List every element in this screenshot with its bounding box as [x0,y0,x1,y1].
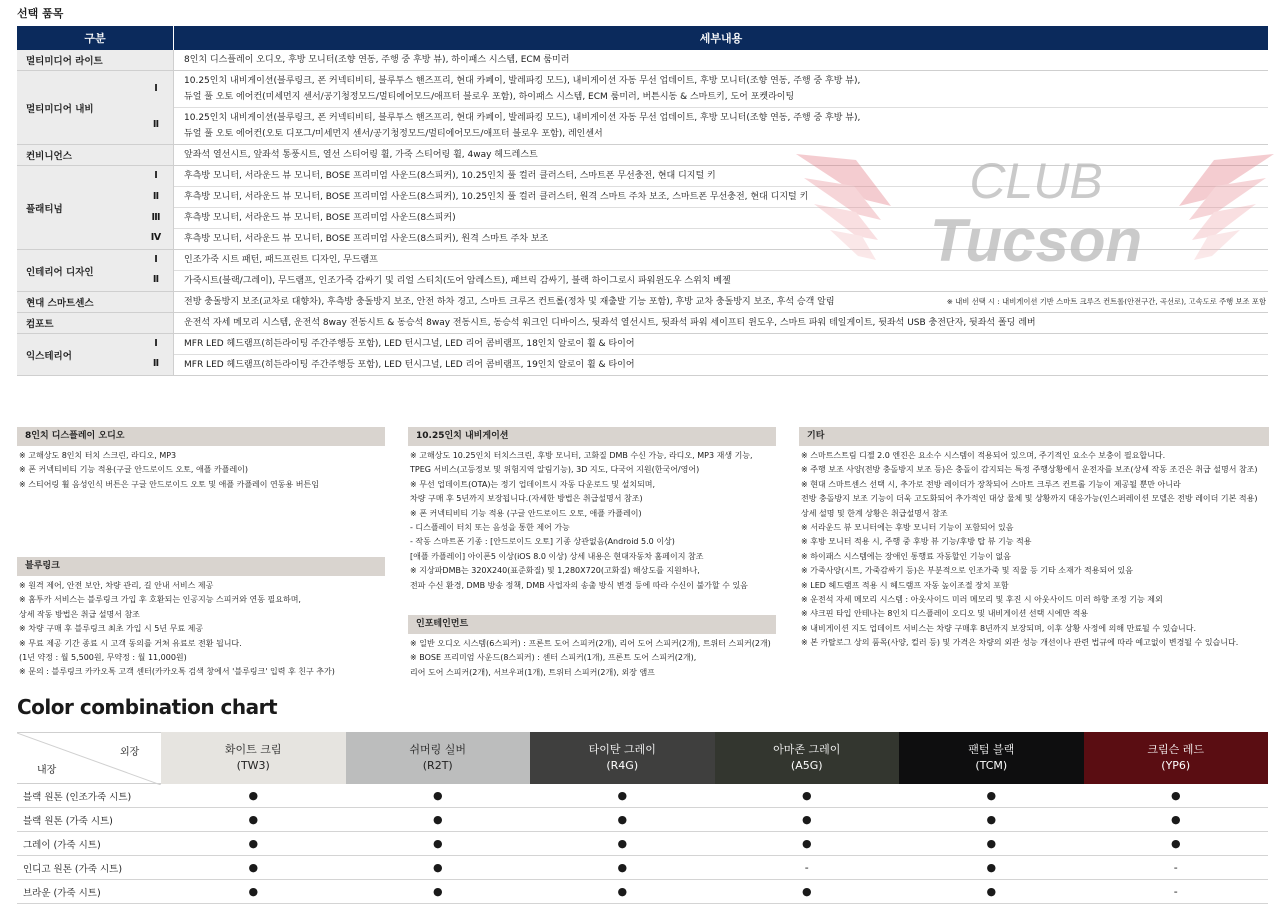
availability-mark: ● [1170,837,1181,850]
availability-mark: ● [801,885,812,898]
option-group-name [17,292,174,312]
info-line: ※ 고해상도 8인치 터치 스크린, 라디오, MP3 [19,451,177,460]
option-row-note: ※ 내비 선택 시 : 내비게이션 기반 스마트 크루즈 컨트롤(안전구간, 곡선로), 고속도로 주행 보조 포함 [946,297,1266,306]
header-category: 구분 [17,26,174,50]
exterior-color-column [530,732,715,784]
option-row-details [174,292,947,312]
option-group-name [17,313,174,333]
color-chart-corner [17,732,161,784]
exterior-color-name: 아마존 그레이 [773,743,841,756]
option-row-details [174,334,1268,354]
option-group [17,50,1268,71]
page-title: 선택 품목 [17,7,64,20]
interior-row [17,856,1268,880]
info-box-8inch-audio [17,427,385,492]
info-box-title: 인포테인먼트 [408,615,776,634]
option-row [174,271,1268,291]
option-sub-level: Ⅱ [152,190,160,202]
option-detail-line: 후측방 모니터, 서라운드 뷰 모니터, BOSE 프리미엄 사운드(8스피커), 10.25인치 풀 컬러 클러스터, 원격 스마트 주차 보조, 스마트폰 무선충전, 현대 디지털 키 [184,192,809,202]
info-line: 상세 작동 방법은 취급 설명서 참조 [19,609,140,619]
option-row [174,334,1268,355]
availability-mark: ● [617,789,628,802]
option-row [174,108,1268,144]
option-group-name [17,71,174,144]
info-line: ※ 스마트스트림 디젤 2.0 엔진은 요소수 시스템이 적용되어 있으며, 주기적인 요소수 보충이 필요합니다. [801,451,1166,460]
color-chart-header [17,732,1268,784]
exterior-color-name: 화이트 크림 [224,743,282,756]
availability-mark: ● [801,837,812,850]
availability-mark: - [1173,885,1178,898]
option-sub-levels [145,166,167,249]
availability-mark: ● [986,813,997,826]
option-group-label: 현대 스마트센스 [26,298,94,309]
availability-mark: - [804,861,809,874]
info-line: - 작동 스마트폰 기종 : [안드로이드 오토] 기종 상관없음(Android 5.0 이상) [410,537,675,547]
interior-name: 블랙 원톤 (가죽 시트) [23,815,113,827]
info-line: ※ 차량 구매 후 블루링크 최초 가입 시 5년 무료 제공 [19,624,204,634]
interior-row [17,880,1268,904]
info-line: ※ 폰 커넥티비티 기능 적용(구글 안드로이드 오토, 애플 카플레이) [19,465,249,475]
option-group-name [17,50,174,70]
option-sub-levels [145,313,167,333]
info-line: 전파 수신 환경, DMB 방송 정책, DMB 사업자의 송출 방식 변경 등에 따라 수신이 불가할 수 있음 [410,580,748,590]
availability-mark: ● [801,813,812,826]
exterior-label: 외장 [120,747,140,758]
info-line: ※ 현대 스마트센스 선택 시, 추가로 전방 레이더가 장착되어 스마트 크루즈 컨트롤 기능이 제공될 뿐만 아니라 [801,479,1181,489]
availability-mark: - [1173,861,1178,874]
option-detail-line: 인조가죽 시트 패턴, 패드프린트 디자인, 무드램프 [184,255,378,265]
exterior-color-name: 쉬머링 실버 [409,743,467,756]
interior-name: 블랙 원톤 (인조가죽 시트) [23,791,132,803]
option-detail-line: 앞좌석 열선시트, 앞좌석 통풍시트, 열선 스티어링 휠, 가죽 스티어링 휠, 4way 헤드레스트 [184,150,538,160]
info-line: ※ 지상파DMB는 320X240(표준화질) 및 1,280X720(고화질) 해상도를 지원하나, [410,566,700,576]
info-line: ※ 무료 제공 기간 종료 시 고객 동의를 거쳐 유료로 전환 됩니다. [19,638,242,648]
option-detail-line: MFR LED 헤드램프(히든라이팅 주간주행등 포함), LED 턴시그널, LED 리어 콤비램프, 18인치 알로이 휠 & 타이어 [184,339,635,349]
option-group-rows [174,292,1268,312]
exterior-color-code: (TCM) [975,759,1008,772]
info-line: (1년 약정 : 월 5,500원, 무약정 : 월 11,000원) [19,653,187,663]
exterior-color-name: 타이탄 그레이 [588,743,656,756]
exterior-color-code: (TW3) [236,759,270,772]
availability-mark: ● [248,789,259,802]
exterior-color-code: (YP6) [1161,759,1191,772]
option-detail-line: 8인치 디스플레이 오디오, 후방 모니터(조향 연동, 주행 중 후방 뷰), 하이패스 시스템, ECM 룸미러 [184,55,570,65]
option-group-label: 인테리어 디자인 [26,266,94,278]
option-row [174,313,1268,333]
interior-row [17,784,1268,808]
info-box-title: 블루링크 [17,557,385,576]
exterior-color-column [715,732,900,784]
option-group [17,71,1268,145]
info-line: ※ 일반 오디오 시스템(6스피커) : 프론트 도어 스피커(2개), 리어 도어 스피커(2개), 트위터 스피커(2개) [410,639,771,648]
options-table-header [17,26,1268,50]
info-line: ※ 하이패스 시스템에는 장애인 통행료 자동할인 기능이 없음 [801,551,1011,561]
option-group-label: 멀티미디어 내비 [26,103,94,115]
availability-mark: ● [986,885,997,898]
availability-mark: ● [986,789,997,802]
info-box-bluelink [17,557,385,680]
option-group-label: 플래티넘 [26,203,63,215]
info-line: ※ LED 헤드램프 적용 시 헤드램프 자동 높이조절 장치 포함 [801,580,1009,590]
option-group-label: 멀티미디어 라이트 [26,56,103,67]
option-sub-levels [145,145,167,165]
interior-label: 내장 [37,765,57,776]
option-row [174,71,1268,108]
exterior-color-column [161,732,346,784]
option-row-details [174,108,1268,144]
option-group [17,334,1268,376]
option-group-name [17,145,174,165]
option-sub-level: Ⅱ [152,358,160,369]
option-detail-line: 후측방 모니터, 서라운드 뷰 모니터, BOSE 프리미엄 사운드(8스피커), 10.25인치 풀 컬러 클러스터, 스마트폰 무선충전, 현대 디지털 키 [184,171,716,181]
info-box-title: 10.25인치 내비게이션 [408,427,776,446]
info-line: ※ 고해상도 10.25인치 터치스크린, 후방 모니터, 고화질 DMB 수신 가능, 라디오, MP3 재생 기능, [410,451,753,460]
option-sub-level: Ⅰ [154,169,158,181]
availability-mark: ● [801,789,812,802]
info-box-title: 8인치 디스플레이 오디오 [17,427,385,446]
option-row-details [174,71,1268,107]
info-line: ※ 샤크핀 타입 안테나는 8인치 디스플레이 오디오 및 내비게이션 선택 시에만 적용 [801,609,1089,619]
info-line: 상세 설명 및 한계 상황은 취급설명서 참조 [801,508,948,518]
header-details: 세부내용 [699,32,743,45]
availability-mark: ● [432,837,443,850]
info-line: ※ 원격 제어, 안전 보안, 차량 관리, 길 안내 서비스 제공 [19,581,214,590]
option-sub-level: Ⅰ [154,253,158,265]
option-row [174,292,1268,312]
option-group-rows [174,334,1268,375]
option-group-label: 컴포트 [26,319,54,330]
info-line: ※ 주행 보조 사양(전방 충돌방지 보조 등)은 충돌이 감지되는 특정 주행상황에서 운전자를 보조(상세 작동 조건은 취급 설명서 참조) [801,465,1258,475]
availability-mark: ● [617,813,628,826]
availability-mark: ● [432,813,443,826]
info-line: 차량 구매 후 5년까지 보장됩니다.(자세한 방법은 취급설명서 참조) [410,494,643,504]
option-detail-line: 10.25인치 내비게이션(블루링크, 폰 커넥티비티, 블루투스 핸즈프리, 현대 카페이, 발레파킹 모드), 내비게이션 자동 무선 업데이트, 후방 모니터(조향 연동, 주행 중 후방 뷰), [184,76,861,86]
availability-mark: ● [248,885,259,898]
exterior-color-column [346,732,531,784]
option-detail-line: 듀얼 풀 오토 에어컨(미세먼지 센서/공기청정모드/멀티에어모드/애프터 블로우 포함), 하이패스 시스템, ECM 룸미러, 버튼시동 & 스마트키, 도어 포켓라이팅 [184,92,795,102]
option-group-name [17,250,174,291]
availability-mark: ● [617,837,628,850]
info-line: [애플 카플레이] 아이폰5 이상(iOS 8.0 이상) 상세 내용은 현대자동차 홈페이지 참조 [410,551,704,561]
availability-mark: ● [432,789,443,802]
watermark-line1: CLUB [969,153,1103,209]
info-line: ※ 운전석 자세 메모리 시스템 : 아웃사이드 미러 메모리 및 후진 시 아웃사이드 미러 하향 조정 기능 제외 [801,595,1163,605]
option-detail-line: 운전석 자세 메모리 시스템, 운전석 8way 전동시트 & 동승석 8way 전동시트, 동승석 워크인 디바이스, 뒷좌석 열선시트, 뒷좌석 파워 세이프티 윈도우, 스마트 파워 테일게이트, 뒷좌석 USB 충전단자, 뒷좌석 폴딩 레버 [184,318,1036,328]
option-row-details [174,271,1268,291]
exterior-color-code: (R2T) [422,759,453,772]
option-group-label: 컨비니언스 [26,151,72,162]
option-sub-level: Ⅱ [152,274,160,285]
option-detail-line: 10.25인치 내비게이션(블루링크, 폰 커넥티비티, 블루투스 핸즈프리, 현대 카페이, 발레파킹 모드), 내비게이션 자동 무선 업데이트, 후방 모니터(조향 연동, 주행 중 후방 뷰), [184,113,861,123]
option-sub-levels [145,250,167,291]
option-group-name [17,166,174,249]
option-sub-level: Ⅰ [154,337,158,349]
option-detail-line: MFR LED 헤드램프(히든라이팅 주간주행등 포함), LED 턴시그널, LED 리어 콤비램프, 19인치 알로이 휠 & 타이어 [184,360,635,370]
option-sub-levels [145,71,167,144]
option-detail-line: 전방 충돌방지 보조(교차로 대향차), 후측방 충돌방지 보조, 안전 하차 경고, 스마트 크루즈 컨트롤(정차 및 재출발 기능 포함), 후방 교차 충돌방지 보조, 후석 승객 알림 [184,297,835,307]
availability-mark: ● [248,813,259,826]
option-group-label: 익스테리어 [26,350,72,362]
info-box-etc [799,427,1269,651]
option-group-rows [174,313,1268,333]
info-line: ※ BOSE 프리미엄 사운드(8스피커) : 센터 스피커(1개), 프론트 도어 스피커(2개), [410,653,697,663]
option-detail-line: 후측방 모니터, 서라운드 뷰 모니터, BOSE 프리미엄 사운드(8스피커), 원격 스마트 주차 보조 [184,234,549,244]
info-line: TPEG 서비스(고등정보 및 위험지역 알림기능), 3D 지도, 다국어 지원(한국어/영어) [410,465,700,475]
availability-mark: ● [1170,789,1181,802]
option-row-details [174,313,1268,333]
exterior-color-code: (A5G) [790,759,823,772]
exterior-color-name: 팬텀 블랙 [968,743,1015,756]
info-line: ※ 무선 업데이트(OTA)는 정기 업데이트시 자동 다운로드 및 설치되며, [410,479,656,489]
option-sub-level: Ⅱ [152,119,160,130]
availability-mark: ● [432,885,443,898]
option-row [174,355,1268,375]
option-group-rows [174,50,1268,70]
info-line: ※ 후방 모니터 적용 시, 주행 중 후방 뷰 기능/후방 탑 뷰 기능 적용 [801,537,1032,547]
option-row-details [174,355,1268,375]
availability-mark: ● [248,861,259,874]
option-row [174,50,1268,70]
option-sub-level: Ⅲ [151,211,161,223]
option-group [17,313,1268,334]
interior-row [17,832,1268,856]
interior-name: 그레이 (가죽 시트) [23,839,101,851]
availability-mark: ● [986,837,997,850]
club-tucson-watermark-logo [796,148,1276,273]
option-detail-line: 가죽시트(블랙/그레이), 무드램프, 인조가죽 감싸기 및 리얼 스티치(도어 암레스트), 패브릭 감싸기, 블랙 하이그로시 파워윈도우 스위치 베젤 [184,276,731,286]
info-box-infotainment [408,615,776,680]
interior-name: 인디고 원톤 (가죽 시트) [23,863,123,875]
corner-diagonal [17,733,161,785]
color-chart-table [17,732,1268,904]
availability-mark: ● [617,861,628,874]
info-line: ※ 본 카탈로그 상의 품목(사양, 컬러 등) 및 가격은 차량의 외관 성능 개선이나 관련 법규에 따라 예고없이 변경될 수 있습니다. [801,638,1239,648]
info-line: ※ 서라운드 뷰 모니터에는 후방 모니터 기능이 포함되어 있음 [801,523,1014,533]
color-chart-title: Color combination chart [17,695,278,719]
info-line: 리어 도어 스피커(2개), 서브우퍼(1개), 트위터 스피커(2개), 외장 앰프 [410,667,655,677]
option-row-details [174,50,1268,70]
info-line: ※ 문의 : 블루링크 카카오톡 고객 센터(카카오톡 검색 창에서 '블루링크' 입력 후 친구 추가) [19,667,335,677]
info-line: ※ 가죽사양(시트, 가죽감싸기 등)은 부분적으로 인조가죽 및 직물 등 기타 소재가 적용되어 있음 [801,566,1133,576]
availability-mark: ● [986,861,997,874]
info-box-navigation [408,427,776,593]
option-group [17,292,1268,313]
option-detail-line: 듀얼 풀 오토 에어컨(오토 디포그/미세먼지 센서/공기청정모드/멀티에어모드/애프터 블로우 포함), 레인센서 [184,129,603,139]
option-group-rows [174,71,1268,144]
exterior-color-column [899,732,1084,784]
info-line: ※ 홈투카 서비스는 블루링크 가입 후 호환되는 인공지능 스피커와 연동 필요하며, [19,595,301,605]
availability-mark: ● [617,885,628,898]
availability-mark: ● [1170,813,1181,826]
info-line: ※ 폰 커넥티비티 기능 적용 (구글 안드로이드 오토, 애플 카플레이) [410,508,642,518]
option-sub-level: Ⅰ [154,82,158,94]
exterior-color-name: 크림슨 레드 [1147,743,1205,756]
option-sub-levels [145,292,167,312]
info-line: ※ 스티어링 휠 음성인식 버튼은 구글 안드로이드 오토 및 애플 카플레이 연동용 버튼임 [19,479,319,489]
availability-mark: ● [248,837,259,850]
availability-mark: ● [432,861,443,874]
color-chart-body [17,784,1268,904]
interior-name: 브라운 (가죽 시트) [23,887,101,899]
option-sub-levels [145,334,167,375]
option-sub-levels [145,50,167,70]
exterior-color-code: (R4G) [606,759,639,772]
info-box-title: 기타 [799,427,1269,446]
interior-row [17,808,1268,832]
info-line: 전방 충돌방지 보조 기능이 더욱 고도화되어 추가적인 대상 물체 및 상황까지 대응가능(인스퍼레이션 모델은 전방 레이더 기본 적용) [801,494,1258,504]
info-line: - 디스플레이 터치 또는 음성을 통한 제어 가능 [410,523,570,533]
option-group-name [17,334,174,375]
info-line: ※ 내비게이션 지도 업데이트 서비스는 차량 구매후 8년까지 보장되며, 이후 상황 사정에 의해 만료될 수 있습니다. [801,623,1197,633]
watermark-line2: Tucson [929,207,1143,273]
option-sub-level: Ⅳ [150,232,162,243]
option-detail-line: 후측방 모니터, 서라운드 뷰 모니터, BOSE 프리미엄 사운드(8스피커) [184,213,456,223]
exterior-color-column [1084,732,1269,784]
